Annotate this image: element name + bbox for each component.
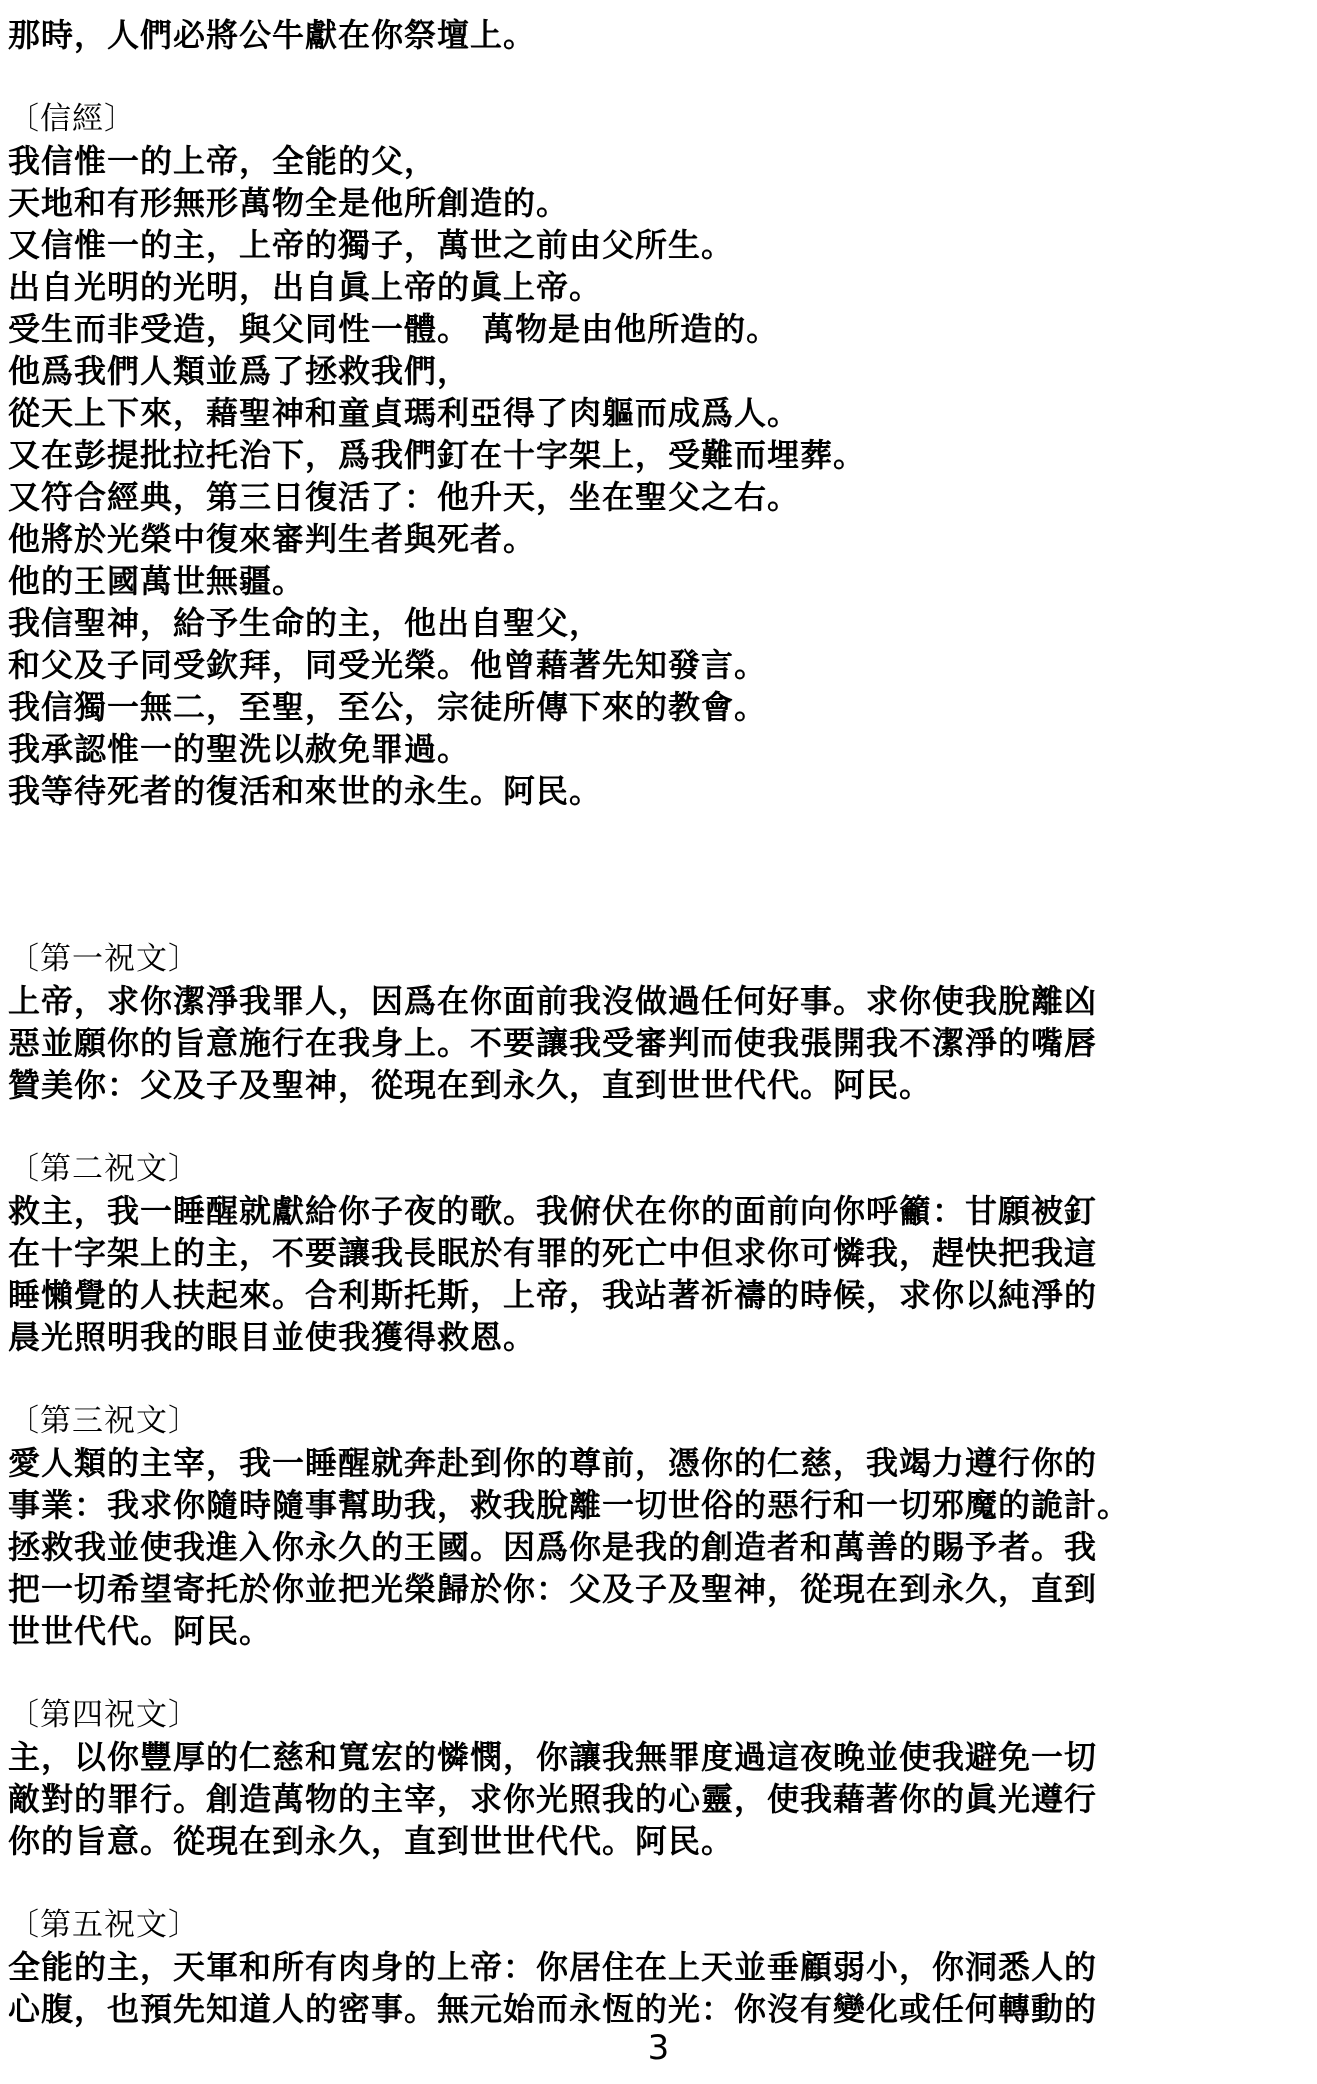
prayer-2-line: 晨光照明我的眼目並使我獲得救恩。 [8,1318,537,1356]
creed-line: 從天上下來，藉聖神和童貞瑪利亞得了肉軀而成爲人。 [8,394,801,432]
prayer-1-line: 惡並願你的旨意施行在我身上。不要讓我受審判而使我張開我不潔淨的嘴唇 [8,1024,1098,1062]
prayer-5-line: 心腹，也預先知道人的密事。無元始而永恆的光：你沒有變化或任何轉動的 [8,1990,1098,2028]
creed-line: 又在彭提批拉托治下，爲我們釘在十字架上，受難而埋葬。 [8,436,867,474]
creed-line: 我信獨一無二，至聖，至公，宗徒所傳下來的教會。 [8,688,768,726]
creed-line: 他的王國萬世無疆。 [8,562,306,600]
creed-line: 出自光明的光明，出自眞上帝的眞上帝。 [8,268,603,306]
spacer [8,1358,1308,1400]
prayer-1-section [8,938,1308,1106]
prayer-2-line: 睡懶覺的人扶起來。合利斯托斯，上帝，我站著祈禱的時候，求你以純淨的 [8,1276,1098,1314]
prayer-3-line: 把一切希望寄托於你並把光榮歸於你：父及子及聖神，從現在到永久，直到 [8,1570,1098,1608]
spacer [8,1652,1308,1694]
prayer-1-line: 贊美你：父及子及聖神，從現在到永久，直到世世代代。阿民。 [8,1066,933,1104]
prayer-5-heading: 〔第五祝文〕 [8,1907,200,1943]
creed-line: 受生而非受造，與父同性一體。 萬物是由他所造的。 [8,310,780,348]
prayer-3-line: 世世代代。阿民。 [8,1612,273,1650]
prayer-5-line: 全能的主，天軍和所有肉身的上帝：你居住在上天並垂顧弱小，你洞悉人的 [8,1948,1098,1986]
creed-line: 我信聖神，給予生命的主，他出自聖父， [8,604,603,642]
creed-line: 我承認惟一的聖洗以赦免罪過。 [8,730,471,768]
spacer [8,1862,1308,1904]
prayer-4-line: 主，以你豐厚的仁慈和寬宏的憐憫，你讓我無罪度過這夜晚並使我避免一切 [8,1738,1098,1776]
prayer-4-line: 你的旨意。從現在到永久，直到世世代代。阿民。 [8,1822,735,1860]
prayer-3-line: 事業：我求你隨時隨事幫助我，救我脫離一切世俗的惡行和一切邪魔的詭計。 [8,1486,1131,1524]
creed-line: 他爲我們人類並爲了拯救我們， [8,352,471,390]
spacer [8,1106,1308,1148]
prayer-3-line: 拯救我並使我進入你永久的王國。因爲你是我的創造者和萬善的賜予者。我 [8,1528,1098,1566]
creed-line: 又信惟一的主，上帝的獨子，萬世之前由父所生。 [8,226,735,264]
prayer-3-line: 愛人類的主宰，我一睡醒就奔赴到你的尊前，憑你的仁慈，我竭力遵行你的 [8,1444,1098,1482]
prayer-4-section [8,1694,1308,1862]
prayer-1-line: 上帝，求你潔淨我罪人，因爲在你面前我沒做過任何好事。求你使我脫離凶 [8,982,1098,1020]
prayer-4-heading: 〔第四祝文〕 [8,1697,200,1733]
prayer-1-heading: 〔第一祝文〕 [8,941,200,977]
spacer [8,812,1308,938]
creed-line: 和父及子同受欽拜，同受光榮。他曾藉著先知發言。 [8,646,768,684]
creed-line: 我信惟一的上帝，全能的父， [8,142,438,180]
creed-line: 我等待死者的復活和來世的永生。阿民。 [8,772,603,810]
prayer-2-line: 救主，我一睡醒就獻給你子夜的歌。我俯伏在你的面前向你呼籲：甘願被釘 [8,1192,1098,1230]
prayer-5-section [8,1904,1308,2030]
prayer-3-section [8,1400,1308,1652]
prayer-2-section [8,1148,1308,1358]
creed-section [8,98,1308,812]
prayer-2-heading: 〔第二祝文〕 [8,1151,200,1187]
prayer-3-heading: 〔第三祝文〕 [8,1403,200,1439]
spacer [8,56,1308,98]
creed-line: 又符合經典，第三日復活了：他升天，坐在聖父之右。 [8,478,801,516]
prayer-2-line: 在十字架上的主，不要讓我長眠於有罪的死亡中但求你可憐我，趕快把我這 [8,1234,1098,1272]
opening-line: 那時，人們必將公牛獻在你祭壇上。 [8,16,537,54]
creed-line: 天地和有形無形萬物全是他所創造的。 [8,184,570,222]
prayer-4-line: 敵對的罪行。創造萬物的主宰，求你光照我的心靈，使我藉著你的眞光遵行 [8,1780,1098,1818]
creed-line: 他將於光榮中復來審判生者與死者。 [8,520,537,558]
page-number: 3 [647,2028,670,2068]
document-page [8,14,1308,2030]
creed-heading: 〔信經〕 [8,101,136,137]
